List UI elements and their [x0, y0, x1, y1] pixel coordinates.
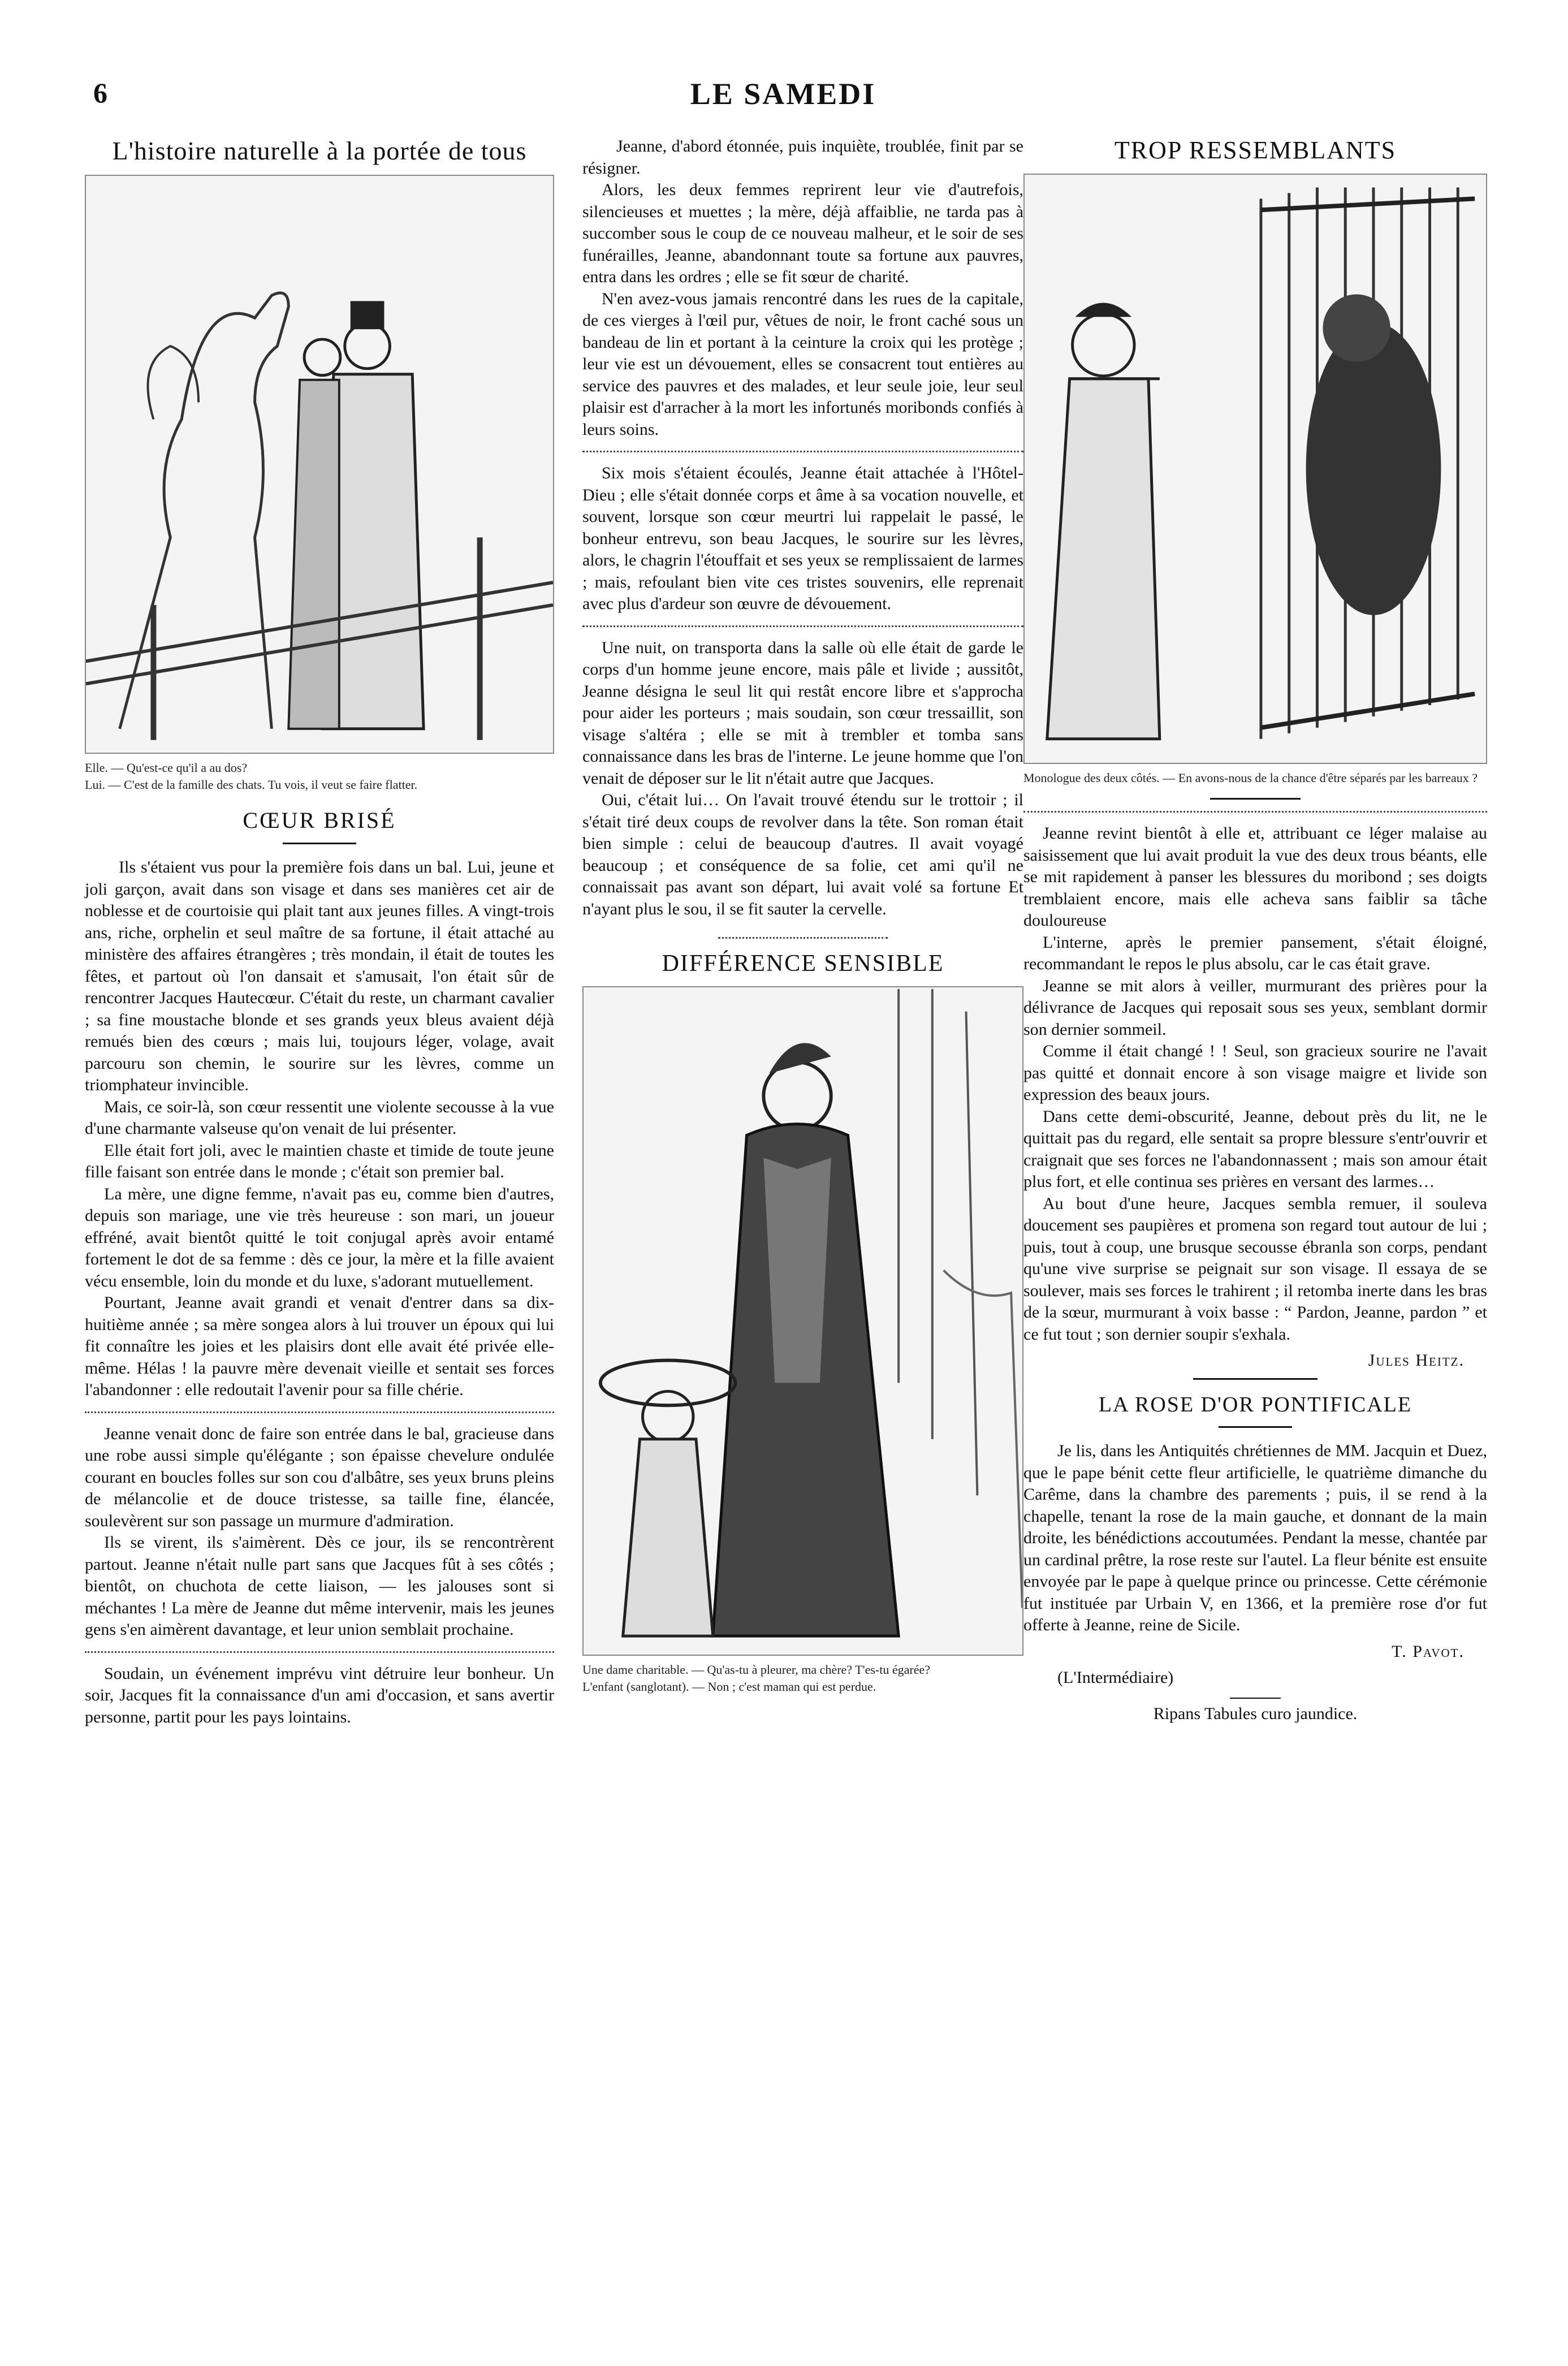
paragraph: Jeanne, d'abord étonnée, puis inquiète, troublée, finit par se résigner.: [582, 137, 1023, 178]
caption-dame: Une dame charitable. — Qu'as-tu à pleurer, ma chère? T'es-tu égarée?: [582, 1663, 930, 1677]
illustration-title-monkey: TROP RESSEMBLANTS: [1114, 136, 1397, 164]
caption-monkey: Monologue des deux côtés. — En avons-nous de la chance d'être séparés par les barreaux ?: [1023, 771, 1478, 785]
column-2: [582, 136, 1023, 1695]
illustration-charitable-lady: [582, 986, 1023, 1656]
paragraph: Alors, les deux femmes reprirent leur vie d'autrefois, silencieuses et muettes ; la mère, déjà affaiblie, ne tarda pas à succomber sous le coup de ce nouveau malheur, et le soir de ses funérailles, Jeanne, abandonnant toute sa fortune aux pauvres, entra dans les ordres ; elle se fit sœur de charité.: [582, 180, 1023, 286]
story-title: CŒUR BRISÉ: [243, 808, 396, 833]
paragraph: La mère, une digne femme, n'avait pas eu, comme bien d'autres, depuis son mariage, une vie très heureuse : son mari, un joueur effréné, avait bientôt quitté le toit conjugal après avoir entamé fortement le dot de sa femme : dès ce jour, la mère et la fille avaient vécu ensemble, loin du monde et du luxe, s'adorant mutuellement.: [85, 1184, 554, 1290]
article-title-rose: LA ROSE D'OR PONTIFICALE: [1098, 1393, 1413, 1417]
paragraph: N'en avez-vous jamais rencontré dans les rues de la capitale, de ces vierges à l'œil pur, vêtues de noir, le front caché sous un bandeau de lin et portant à la ceinture la croix qui les protège ; leur vie est un dévouement, elles se consacrent tout entières au service des pauvres et des malades, et leur seule joie, leur seul plaisir est d'arracher à la mort les infortunés moribonds confiés à leurs soins.: [582, 289, 1023, 439]
paragraph: Jeanne revint bientôt à elle et, attribuant ce léger malaise au saisissement que lui avait produit la vue des deux trous béants, elle se mit rapidement à panser les blessures du moribond ; ses doigts tremblaient encore, mais elle acheva sans faiblir sa tâche douloureuse: [1023, 824, 1487, 930]
paragraph: Ils s'étaient vus pour la première fois dans un bal. Lui, jeune et joli garçon, avait dans son visage et dans ses manières cet air de noblesse et de courtoisie qui plait tant aux jeunes filles. A vingt-trois ans, riche, orphelin et seul maître de sa fortune, il était attaché au ministère des affaires étrangères ; très mondain, il était de toutes les fêtes, et partout où l'on dansait et s'amusait, l'on était sûr de rencontrer Jacques Hautecœur. C'était du reste, un charmant cavalier ; sa fine moustache blonde et ses grands yeux bleus avaient déjà remués bien des cœurs ; mais lui, toujours léger, volage, avait parcouru son chemin, le sourire sur les lèvres, comme un triomphateur invincible.: [85, 858, 554, 1094]
paragraph: Jeanne venait donc de faire son entrée dans le bal, gracieuse dans une robe aussi simple qu'élégante ; son épaisse chevelure ondulée courant en boucles folles sur son cou d'albâtre, ses yeux bruns pleins de mélancolie et de douce tristesse, sa taille fine, élancée, soulevèrent sur son passage un murmure d'admiration.: [85, 1424, 554, 1530]
paragraph: Pourtant, Jeanne avait grandi et venait d'entrer dans sa dix-huitième année ; sa mère songea alors à lui trouver un époux qui lui fit connaître les joies et les plaisirs dont elle avait été privée elle-même. Hélas ! la pauvre mère devenait vieille et sentait ses forces l'abandonner : elle redoutait l'avenir pour sa fille chérie.: [85, 1293, 554, 1399]
paragraph: Six mois s'étaient écoulés, Jeanne était attachée à l'Hôtel-Dieu ; elle s'était donnée corps et âme à sa vocation nouvelle, et souvent, lorsque son cœur meurtri lui rappelait le passé, le bonheur entrevu, son beau Jacques, le sourire sur les lèvres, alors, le chagrin l'étouffait et ses yeux se remplissaient de larmes ; mais, refoulant bien vite ces tristes souvenirs, elle reprenait avec plus d'ardeur son œuvre de dévouement.: [582, 464, 1023, 613]
title-rule: [1219, 1426, 1292, 1428]
column-1: [85, 136, 554, 1728]
paragraph: Dans cette demi-obscurité, Jeanne, debout près du lit, ne le quittait pas du regard, elle sentait sa propre blessure s'entr'ouvrir et craignait que ses forces ne l'abandonnassent ; mais son amour était plus fort, et elle continua ses prières en versant des larmes…: [1023, 1107, 1487, 1191]
rose-signature: T. Pavot.: [1392, 1642, 1465, 1661]
article-rule: [1193, 1378, 1318, 1380]
dotted-separator: [85, 1651, 554, 1653]
dotted-separator: [582, 625, 1023, 627]
paragraph: Elle était fort joli, avec le maintien chaste et timide de toute jeune fille faisant son entrée dans le monde ; c'était son premier bal.: [85, 1141, 554, 1181]
newspaper-title: LE SAMEDI: [690, 77, 876, 111]
dotted-separator: [85, 1411, 554, 1413]
illustration-camel: [85, 175, 554, 754]
paragraph: Comme il était changé ! ! Seul, son gracieux sourire ne l'avait pas quitté et donnait encore à son visage maigre et livide son expression des beaux jours.: [1023, 1042, 1487, 1104]
closing-motto: Ripans Tabules curo jaundice.: [1153, 1704, 1358, 1723]
caption-enfant: L'enfant (sanglotant). — Non ; c'est maman qui est perdue.: [582, 1679, 876, 1694]
paragraph: Soudain, un événement imprévu vint détruire leur bonheur. Un soir, Jacques fit la connaissance d'un ami d'occasion, et sans avertir personne, partit pour les pays lointains.: [85, 1664, 554, 1726]
monkey-cage-engraving-image: [1025, 175, 1486, 763]
paragraph: Ils se virent, ils s'aimèrent. Dès ce jour, ils se rencontrèrent partout. Jeanne n'était nulle part sans que Jacques fût à ses côtés ; bientôt, on chuchota de cette liaison, — les jalouses sont si méchantes ! La mère de Jeanne dut même intervenir, mais les jeunes gens s'en aimèrent davantage, et leur union semblait prochaine.: [85, 1533, 554, 1639]
paragraph: L'interne, après le premier pansement, s'était éloigné, recommandant le repos le plus absolu, car le cas était grave.: [1023, 932, 1487, 973]
caption-lui: Lui. — C'est de la famille des chats. Tu vois, il veut se faire flatter.: [85, 778, 418, 792]
paragraph: Oui, c'était lui… On l'avait trouvé étendu sur le trottoir ; il s'était tiré deux coups de revolver dans la tête. Son roman était bien simple : celui de beaucoup d'autres. Il avait voyagé beaucoup ; et conséquence de sa folie, cet ami qu'il ne connaissait pas avant son départ, lui avait volé sa fortune Et n'ayant plus le sou, il se fit sauter la cervelle.: [582, 791, 1023, 918]
dotted-separator: [1023, 811, 1487, 813]
source-credit: (L'Intermédiaire): [1057, 1668, 1174, 1687]
author-signature: Jules Heitz.: [1368, 1351, 1465, 1370]
paragraph: Au bout d'une heure, Jacques sembla remuer, il souleva doucement ses paupières et promena son regard tout autour de lui ; puis, tout à coup, une brusque secousse ébranla son corps, pendant qu'une vive surprise se peignait sur son visage. Il essaya de se soulever, mais ses forces le trahirent ; il retomba inerte dans les bras de la sœur, murmurant à voix basse : “ Pardon, Jeanne, pardon ” et ce fut tout ; son dernier soupir s'exhala.: [1023, 1194, 1487, 1344]
caption-camel: [85, 759, 554, 793]
paragraph: Je lis, dans les Antiquités chrétiennes de MM. Jacquin et Duez, que le pape bénit cette fleur artificielle, le quatrième dimanche du Carême, dans la chambre des parements ; puis, il se rend à la chapelle, tenant la rose de la main gauche, et donnant de la main droite, les bénédictions accoutumées. Pendant la messe, chantée par un cardinal prêtre, la rose reste sur l'autel. La fleur bénite est ensuite envoyée par le pape à quelque prince ou princesse. Cette cérémonie fut instituée par Urbain V, en 1366, et la première rose d'or fut offerte à Jeanne, reine de Sicile.: [1023, 1441, 1487, 1634]
paragraph: Jeanne se mit alors à veiller, murmurant des prières pour la délivrance de Jacques qui reposait sous ses yeux, semblant dormir son dernier sommeil.: [1023, 976, 1487, 1039]
illustration-title-charity: DIFFÉRENCE SENSIBLE: [662, 951, 944, 977]
charitable-lady-engraving-image: [584, 987, 1022, 1655]
caption-charity: [582, 1661, 1023, 1695]
title-rule: [283, 843, 356, 844]
column-3: [1023, 136, 1487, 1724]
page-number: 6: [93, 77, 107, 109]
closing-rule: [1230, 1698, 1281, 1699]
paragraph: Une nuit, on transporta dans la salle où elle était de garde le corps d'un homme jeune encore, mais pâle et livide ; aussitôt, Jeanne désigna le seul lit qui restât encore libre et s'approcha pour aider les porteurs ; mais soudain, son cœur tressaillit, son visage s'altéra ; elle se mit à trembler et tomba sans connaissance dans les bras de l'interne. Le jeune homme que l'on venait de déposer sur le lit n'était autre que Jacques.: [582, 638, 1023, 788]
paragraph: Mais, ce soir-là, son cœur ressentit une violente secousse à la vue d'une charmante valseuse qu'on venait de lui présenter.: [85, 1097, 554, 1138]
caption-rule: [1210, 798, 1301, 800]
caption-elle: Elle. — Qu'est-ce qu'il a au dos?: [85, 761, 248, 775]
camel-engraving-image: [86, 176, 553, 753]
illustration-monkey-cage: [1023, 174, 1487, 764]
page-header: [85, 76, 1481, 122]
dotted-separator: [718, 937, 888, 939]
dotted-separator: [582, 451, 1023, 452]
illustration-title-camel: L'histoire naturelle à la portée de tous: [112, 136, 527, 165]
